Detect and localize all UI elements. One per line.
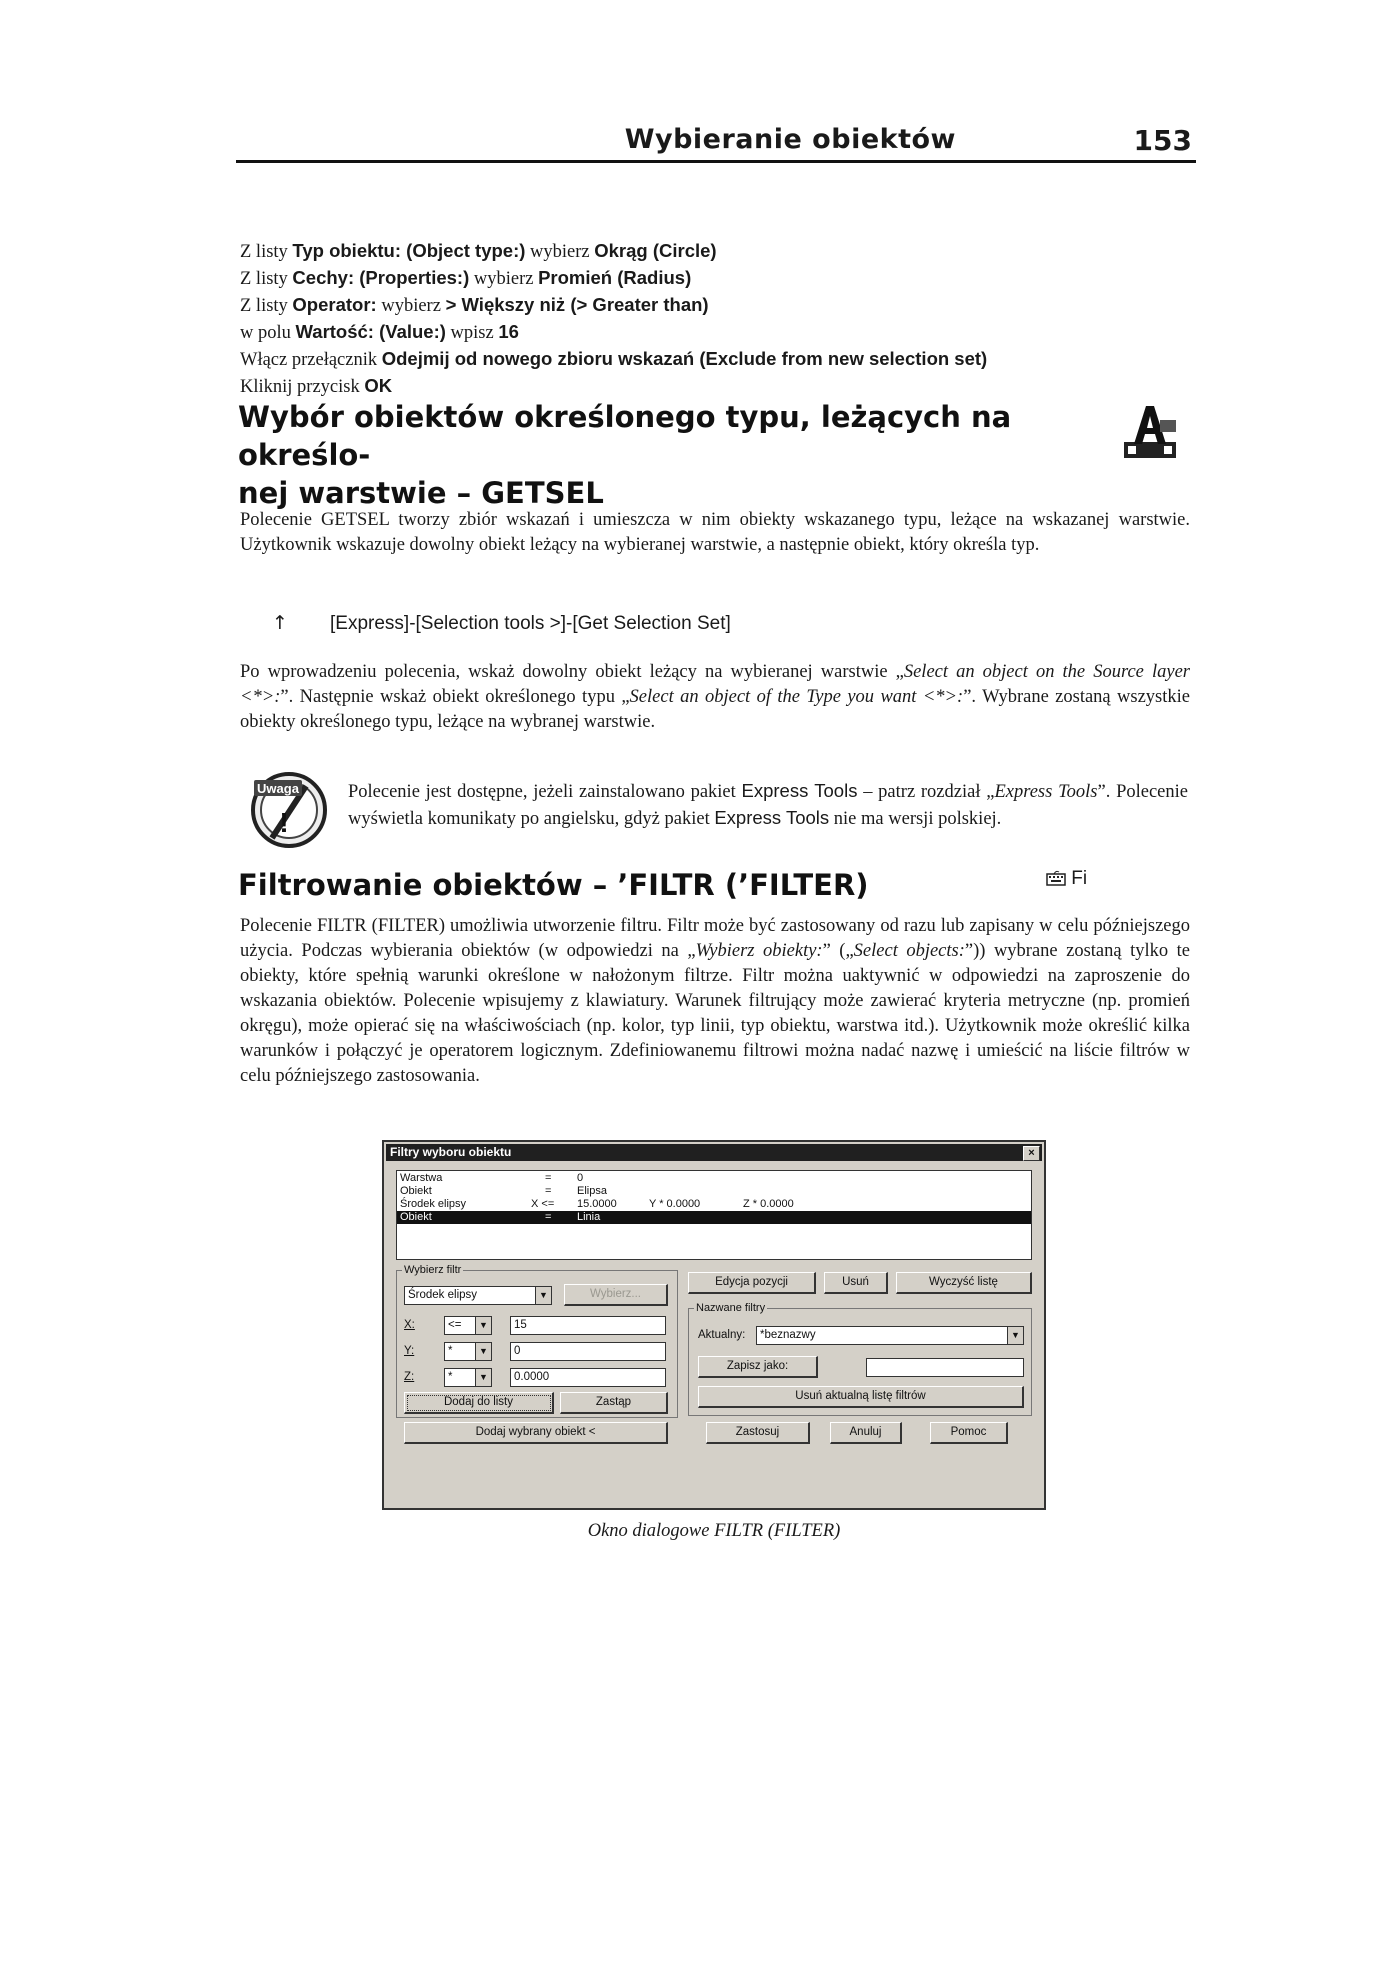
save-as-name-field[interactable]	[866, 1358, 1024, 1377]
chevron-down-icon[interactable]: ▼	[1007, 1327, 1023, 1344]
instruction-steps	[240, 238, 1190, 400]
chevron-down-icon[interactable]: ▼	[475, 1317, 491, 1334]
section-heading-filter: Filtrowanie obiektów – ’FILTR (’FILTER)	[238, 868, 869, 902]
x-value-field[interactable]: 15	[510, 1316, 666, 1335]
chevron-down-icon[interactable]: ▼	[535, 1287, 551, 1304]
filter-dialog	[382, 1140, 1046, 1510]
list-item-selected[interactable]: Obiekt = Linia	[397, 1211, 1031, 1224]
cancel-button[interactable]: Anuluj	[830, 1422, 902, 1444]
step-line: Z listy Typ obiektu: (Object type:) wybierz Okrąg (Circle)	[240, 240, 717, 262]
section-heading-getsel	[238, 398, 1098, 512]
heading-line: nej warstwie – GETSEL	[238, 476, 604, 510]
apply-button[interactable]: Zastosuj	[706, 1422, 810, 1444]
step-line: Włącz przełącznik Odejmij od nowego zbioru wskazań (Exclude from new selection set)	[240, 348, 988, 370]
clear-list-button[interactable]: Wyczyść listę	[896, 1272, 1032, 1294]
save-as-button[interactable]: Zapisz jako:	[698, 1356, 818, 1378]
keyboard-icon	[1046, 870, 1066, 886]
keyboard-entry-indicator	[1046, 868, 1087, 890]
z-label: Z:	[404, 1371, 415, 1383]
help-button[interactable]: Pomoc	[930, 1422, 1008, 1444]
z-operator-combo[interactable]: * ▼	[444, 1368, 492, 1387]
figure-caption: Okno dialogowe FILTR (FILTER)	[587, 1521, 841, 1541]
running-title: Wybieranie obiektów	[624, 124, 956, 155]
list-item[interactable]: Środek elipsy X <= 15.0000 Y * 0.0000 Z * 0.0000	[400, 1198, 794, 1210]
add-selected-object-button[interactable]: Dodaj wybrany obiekt <	[404, 1422, 668, 1444]
page-header	[236, 118, 1196, 163]
heading-line: Wybór obiektów określonego typu, leżących na określo-	[238, 400, 1012, 472]
chevron-down-icon[interactable]: ▼	[475, 1343, 491, 1360]
replace-button[interactable]: Zastąp	[560, 1392, 668, 1414]
dialog-title: Filtry wyboru obiektu	[390, 1145, 512, 1159]
keyboard-label: Fi	[1071, 868, 1088, 889]
warning-note-icon	[248, 768, 330, 850]
getsel-after-paragraph: Po wprowadzeniu polecenia, wskaż dowolny obiekt leżący na wybieranej warstwie „Select an object on the Source layer <*>:”. Następnie wskaż obiekt określonego typu „Select an object of the Type you want <*>:”. Wybrane zostaną wszystkie obiekty określonego typu, leżące na wybranej warstwie.	[240, 662, 1190, 732]
express-tools-icon	[1120, 402, 1180, 462]
page-number: 153	[1133, 124, 1192, 157]
note-icon-mark: !	[279, 807, 289, 838]
delete-button[interactable]: Usuń	[824, 1272, 888, 1294]
z-value-field[interactable]: 0.0000	[510, 1368, 666, 1387]
y-value-field[interactable]: 0	[510, 1342, 666, 1361]
chevron-down-icon[interactable]: ▼	[475, 1369, 491, 1386]
select-button[interactable]: Wybierz...	[564, 1284, 668, 1306]
note-text: Polecenie jest dostępne, jeżeli zainstalowano pakiet Express Tools – patrz rozdział „Express Tools”. Polecenie wyświetla komunikaty po angielsku, gdyż pakiet Express Tools nie ma wersji polskiej.	[348, 780, 1188, 829]
note-icon-label: Uwaga	[257, 781, 299, 796]
filter-type-combo[interactable]: Środek elipsy ▼	[404, 1286, 552, 1305]
filter-conditions-list[interactable]	[396, 1170, 1032, 1260]
list-item[interactable]: Warstwa = 0	[400, 1172, 584, 1184]
x-label: X:	[404, 1319, 415, 1331]
select-filter-group-label: Wybierz filtr	[404, 1264, 462, 1276]
getsel-paragraph: Polecenie GETSEL tworzy zbiór wskazań i umieszcza w nim obiekty wskazanego typu, leżące na wskazanej warstwie. Użytkownik wskazuje dowolny obiekt leżący na wybieranej warstwie, a następnie obiekt, który określa typ.	[240, 510, 1190, 555]
named-filters-group-label: Nazwane filtry	[696, 1302, 766, 1314]
add-to-list-button[interactable]: Dodaj do listy	[404, 1392, 554, 1414]
command-path: [Express]-[Selection tools >]-[Get Selection Set]	[330, 613, 731, 634]
filter-paragraph: Polecenie FILTR (FILTER) umożliwia utworzenie filtru. Filtr może być zastosowany od razu lub zapisany w celu późniejszego użycia. Podczas wybierania obiektów (w odpowiedzi na „Wybierz obiekty:” („Select objects:”)) wybrane zostaną tylko te obiekty, które spełnią warunki określone w nałożonym filtrze. Filtr można uaktywnić w odpowiedzi na zaproszenie do wskazania obiektów. Polecenie wpisujemy z klawiatury. Warunek filtrujący może zawierać kryteria metryczne (np. promień okręgu), może opierać się na właściwościach (np. kolor, typ linii, typ obiektu, warstwa itd.). Użytkownik może określić kilka warunków i połączyć je operatorem logicznym. Zdefiniowanemu filtrowi można nadać nazwę i umieścić na liście filtrów w celu późniejszego zastosowania.	[240, 916, 1190, 1086]
x-operator-combo[interactable]: <= ▼	[444, 1316, 492, 1335]
current-filter-label: Aktualny:	[698, 1329, 746, 1341]
step-line: Z listy Operator: wybierz > Większy niż (> Greater than)	[240, 294, 709, 316]
current-filter-combo[interactable]: *beznazwy ▼	[756, 1326, 1024, 1345]
command-path-line	[272, 612, 731, 635]
y-operator-combo[interactable]: * ▼	[444, 1342, 492, 1361]
list-item[interactable]: Obiekt = Elipsa	[400, 1185, 607, 1197]
y-label: Y:	[404, 1345, 415, 1357]
dialog-title-bar	[386, 1144, 1042, 1161]
step-line: w polu Wartość: (Value:) wpisz 16	[240, 321, 519, 343]
step-line: Z listy Cechy: (Properties:) wybierz Promień (Radius)	[240, 267, 692, 289]
close-icon[interactable]: ×	[1023, 1146, 1040, 1161]
delete-current-filter-list-button[interactable]: Usuń aktualną listę filtrów	[698, 1386, 1024, 1408]
edit-item-button[interactable]: Edycja pozycji	[688, 1272, 816, 1294]
step-line: Kliknij przycisk OK	[240, 375, 393, 397]
arrow-icon: ↑	[272, 612, 288, 634]
